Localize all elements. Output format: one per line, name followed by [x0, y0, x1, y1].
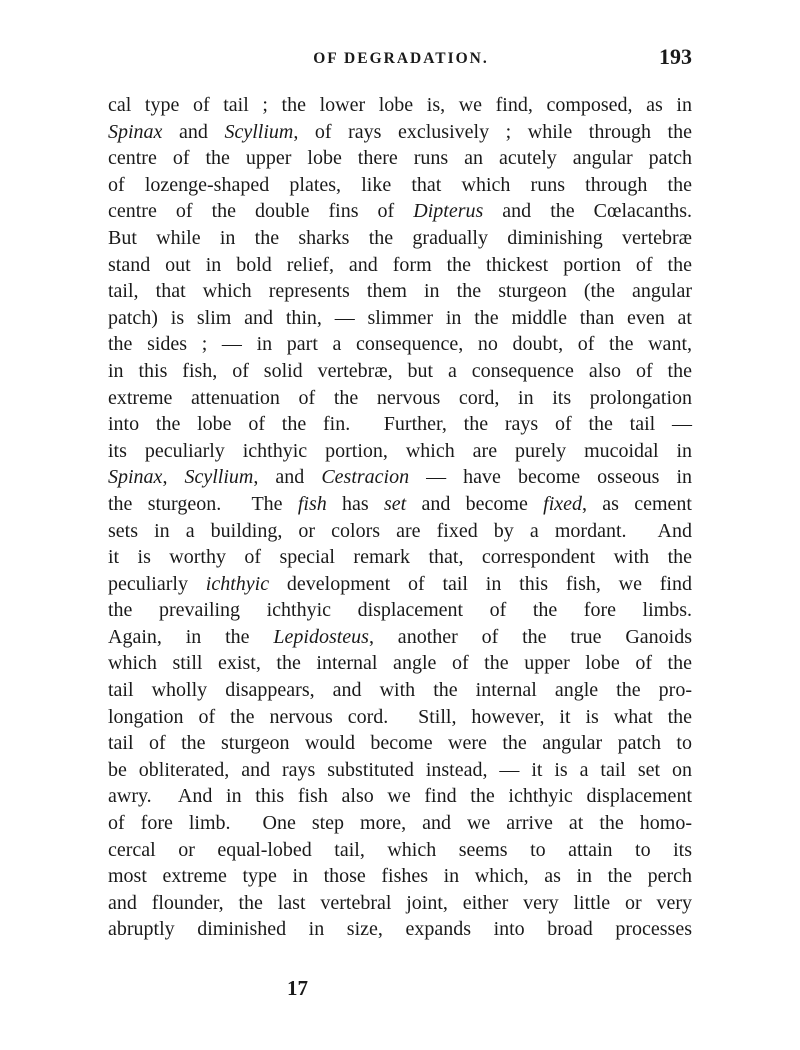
- text-run: and flounder, the last vertebral joint, either very little or very: [108, 891, 692, 914]
- text-run: extreme attenuation of the nervous cord, in its prolongation: [108, 386, 692, 409]
- text-run: tail wholly disappears, and with the internal angle the pro-: [108, 679, 692, 702]
- text-run: stand out in bold relief, and form the thickest portion of the: [108, 253, 692, 276]
- text-line: [108, 863, 692, 890]
- text-run: development of tail in this fish, we find: [269, 572, 692, 595]
- text-line: [108, 252, 692, 279]
- italic-text: Scyllium: [224, 120, 294, 143]
- italic-text: Scyllium: [184, 466, 254, 489]
- text-run: cal type of tail ; the lower lobe is, we find, composed, as in: [108, 94, 692, 116]
- text-run: patch) is slim and thin, — slimmer in the middle than even at: [108, 306, 692, 329]
- italic-text: fixed: [543, 492, 583, 515]
- text-line: [108, 145, 692, 172]
- text-run: into the lobe of the fin. Further, the rays of the tail —: [108, 413, 692, 436]
- text-run: peculiarly: [108, 572, 206, 595]
- text-line: [108, 438, 692, 465]
- text-line: [108, 837, 692, 864]
- text-run: sets in a building, or colors are fixed by a mordant. And: [108, 519, 692, 542]
- text-run: of lozenge-shaped plates, like that which runs through the: [108, 173, 692, 196]
- running-title: OF DEGRADATION.: [313, 50, 489, 67]
- text-line: [108, 650, 692, 677]
- text-line: [108, 730, 692, 757]
- text-line: [108, 358, 692, 385]
- italic-text: Dipterus: [413, 200, 484, 223]
- text-line: [108, 385, 692, 412]
- text-run: ,: [162, 466, 185, 489]
- text-run: , another of the true Ganoids: [368, 625, 692, 648]
- text-line: [108, 225, 692, 252]
- text-run: which still exist, the internal angle of the upper lobe of the: [108, 652, 692, 675]
- text-run: longation of the nervous cord. Still, however, it is what the: [108, 705, 692, 728]
- italic-text: ichthyic: [205, 572, 270, 595]
- text-run: , and: [253, 466, 322, 489]
- text-run: and the Cœlacanths.: [483, 200, 692, 223]
- text-run: and become: [406, 492, 544, 515]
- text-line: [108, 677, 692, 704]
- italic-text: Spinax: [108, 466, 163, 489]
- text-line: [108, 92, 692, 119]
- text-run: has: [326, 492, 384, 515]
- text-run: But while in the sharks the gradually diminishing vertebræ: [108, 226, 692, 249]
- page-number: 193: [659, 44, 692, 69]
- text-run: in this fish, of solid vertebræ, but a consequence also of the: [108, 359, 692, 382]
- italic-text: Cestracion: [321, 466, 410, 489]
- running-head: [110, 44, 692, 74]
- text-line: [108, 704, 692, 731]
- text-line: [108, 916, 692, 943]
- text-line: [108, 464, 692, 491]
- text-line: [108, 491, 692, 518]
- text-run: , as cement: [582, 492, 692, 515]
- text-line: [108, 518, 692, 545]
- text-line: [108, 119, 692, 146]
- text-run: the sturgeon. The: [108, 492, 298, 515]
- text-line: [108, 757, 692, 784]
- text-run: centre of the upper lobe there runs an acutely angular patch: [108, 147, 692, 170]
- text-line: [108, 278, 692, 305]
- text-run: tail, that which represents them in the sturgeon (the angular: [108, 280, 692, 303]
- text-run: its peculiarly ichthyic portion, which are purely mucoidal in: [108, 439, 692, 462]
- text-run: centre of the double fins of: [108, 200, 414, 223]
- text-run: , of rays exclusively ; while through the: [293, 120, 692, 143]
- text-run: the sides ; — in part a consequence, no doubt, of the want,: [108, 333, 692, 356]
- text-line: [108, 198, 692, 225]
- text-run: be obliterated, and rays substituted instead, — it is a tail set on: [108, 758, 692, 781]
- text-run: and: [162, 120, 225, 143]
- text-line: [108, 544, 692, 571]
- italic-text: set: [383, 492, 407, 515]
- text-line: [108, 624, 692, 651]
- text-run: it is worthy of special remark that, correspondent with the: [108, 546, 692, 569]
- text-run: most extreme type in those fishes in which, as in the perch: [108, 865, 692, 888]
- text-line: [108, 331, 692, 358]
- text-line: [108, 571, 692, 598]
- text-run: Again, in the: [108, 625, 274, 648]
- text-line: [108, 597, 692, 624]
- text-line: [108, 305, 692, 332]
- signature-mark: 17: [287, 976, 308, 1000]
- text-run: of fore limb. One step more, and we arrive at the homo-: [108, 812, 692, 835]
- body-text: [108, 92, 692, 943]
- text-run: abruptly diminished in size, expands into broad processes: [108, 918, 692, 941]
- italic-text: Spinax: [108, 120, 163, 143]
- text-run: awry. And in this fish also we find the ichthyic displacement: [108, 785, 692, 808]
- text-line: [108, 411, 692, 438]
- text-line: [108, 172, 692, 199]
- italic-text: Lepidosteus: [273, 625, 369, 648]
- text-run: the prevailing ichthyic displacement of the fore limbs.: [108, 599, 692, 622]
- text-run: tail of the sturgeon would become were the angular patch to: [108, 732, 692, 755]
- text-run: cercal or equal-lobed tail, which seems to attain to its: [108, 838, 692, 861]
- text-line: [108, 783, 692, 810]
- italic-text: fish: [297, 492, 327, 515]
- text-run: — have become osseous in: [409, 466, 692, 489]
- text-line: [108, 890, 692, 917]
- text-line: [108, 810, 692, 837]
